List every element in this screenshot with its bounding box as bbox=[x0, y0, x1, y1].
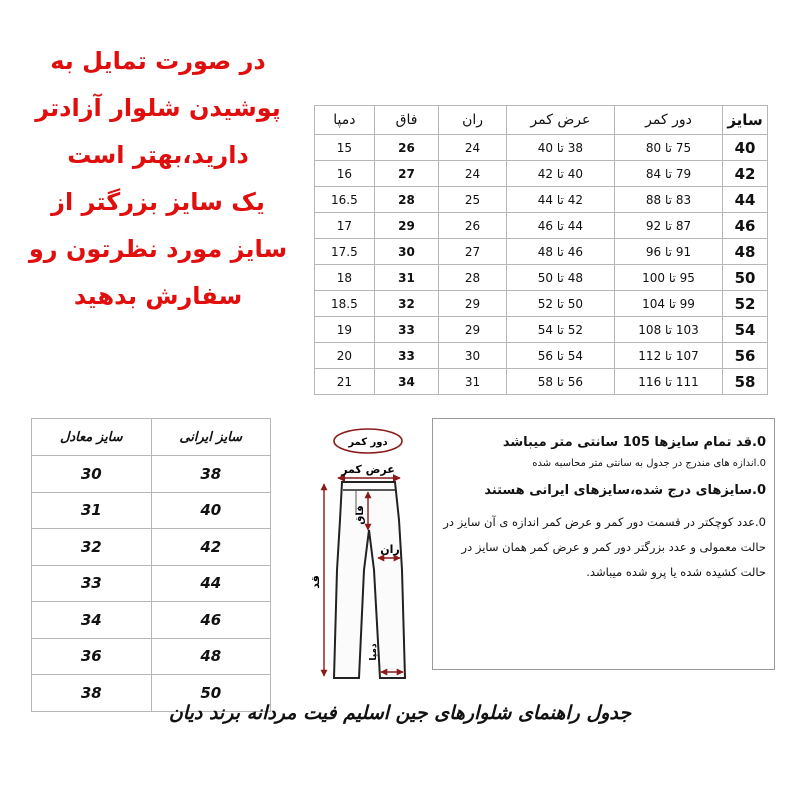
header-equivalent-size: سایز معادل bbox=[32, 419, 152, 456]
cell-iranian-size: 40 bbox=[151, 492, 271, 529]
cell-size: 48 bbox=[723, 239, 768, 265]
note-height: 0.قد تمام سایزها 105 سانتی متر میباشد bbox=[502, 435, 766, 450]
table-row bbox=[315, 239, 768, 265]
advice-line: یک سایز بزرگتر از bbox=[51, 188, 265, 216]
note-iranian-sizes: 0.سایزهای درج شده،سایزهای ایرانی هستند bbox=[484, 483, 766, 498]
table-row bbox=[32, 456, 271, 493]
cell-size: 54 bbox=[723, 317, 768, 343]
advice-line: در صورت تمایل به bbox=[50, 47, 266, 75]
cell-waist-width: 46 تا 48 bbox=[506, 239, 614, 265]
cell-rise: 27 bbox=[374, 161, 439, 187]
cell-size: 42 bbox=[723, 161, 768, 187]
cell-rise: 32 bbox=[374, 291, 439, 317]
cell-equivalent-size: 30 bbox=[32, 456, 152, 493]
table-row bbox=[315, 317, 768, 343]
cell-rise: 33 bbox=[374, 317, 439, 343]
cell-rise: 34 bbox=[374, 369, 439, 395]
cell-thigh: 31 bbox=[439, 369, 507, 395]
cell-waist-circumference: 95 تا 100 bbox=[614, 265, 722, 291]
table-row bbox=[315, 161, 768, 187]
cell-hem: 16.5 bbox=[315, 187, 375, 213]
cell-waist-circumference: 107 تا 112 bbox=[614, 343, 722, 369]
header-iranian-size: سایز ایرانی bbox=[151, 419, 271, 456]
cell-thigh: 24 bbox=[439, 161, 507, 187]
table-row bbox=[32, 602, 271, 639]
table-row bbox=[315, 213, 768, 239]
cell-waist-circumference: 99 تا 104 bbox=[614, 291, 722, 317]
table-row bbox=[32, 638, 271, 675]
cell-equivalent-size: 36 bbox=[32, 638, 152, 675]
table-row bbox=[315, 343, 768, 369]
table-row bbox=[32, 492, 271, 529]
cell-hem: 19 bbox=[315, 317, 375, 343]
cell-waist-circumference: 111 تا 116 bbox=[614, 369, 722, 395]
cell-waist-width: 38 تا 40 bbox=[506, 135, 614, 161]
cell-thigh: 27 bbox=[439, 239, 507, 265]
cell-rise: 26 bbox=[374, 135, 439, 161]
cell-thigh: 24 bbox=[439, 135, 507, 161]
cell-waist-width: 50 تا 52 bbox=[506, 291, 614, 317]
cell-iranian-size: 42 bbox=[151, 529, 271, 566]
cell-size: 46 bbox=[723, 213, 768, 239]
pants-measurement-diagram bbox=[298, 420, 436, 695]
advice-line: سفارش بدهید bbox=[73, 282, 243, 310]
cell-iranian-size: 48 bbox=[151, 638, 271, 675]
cell-thigh: 29 bbox=[439, 317, 507, 343]
cell-rise: 30 bbox=[374, 239, 439, 265]
table-row bbox=[315, 187, 768, 213]
table-row bbox=[32, 565, 271, 602]
cell-equivalent-size: 34 bbox=[32, 602, 152, 639]
cell-hem: 20 bbox=[315, 343, 375, 369]
cell-iranian-size: 46 bbox=[151, 602, 271, 639]
cell-waist-width: 54 تا 56 bbox=[506, 343, 614, 369]
table-row bbox=[315, 135, 768, 161]
cell-rise: 28 bbox=[374, 187, 439, 213]
rise-label: فاق bbox=[355, 505, 366, 525]
length-label: قد bbox=[309, 575, 322, 589]
cell-thigh: 25 bbox=[439, 187, 507, 213]
size-notes-box bbox=[432, 418, 775, 670]
equivalent-size-table bbox=[31, 418, 271, 712]
table-row bbox=[315, 369, 768, 395]
cell-waist-circumference: 83 تا 88 bbox=[614, 187, 722, 213]
header-waist-width: عرض کمر bbox=[506, 106, 614, 135]
cell-waist-width: 44 تا 46 bbox=[506, 213, 614, 239]
cell-equivalent-size: 31 bbox=[32, 492, 152, 529]
size-table-body bbox=[315, 135, 768, 395]
header-thigh: ران bbox=[439, 106, 507, 135]
header-hem: دمپا bbox=[315, 106, 375, 135]
cell-rise: 33 bbox=[374, 343, 439, 369]
cell-thigh: 26 bbox=[439, 213, 507, 239]
table-row bbox=[32, 529, 271, 566]
cell-waist-width: 40 تا 42 bbox=[506, 161, 614, 187]
cell-waist-circumference: 103 تا 108 bbox=[614, 317, 722, 343]
cell-thigh: 30 bbox=[439, 343, 507, 369]
table-row bbox=[315, 291, 768, 317]
cell-hem: 17 bbox=[315, 213, 375, 239]
size-chart-table bbox=[314, 105, 768, 395]
cell-hem: 21 bbox=[315, 369, 375, 395]
cell-waist-circumference: 79 تا 84 bbox=[614, 161, 722, 187]
table-header-row bbox=[315, 106, 768, 135]
cell-hem: 18.5 bbox=[315, 291, 375, 317]
hem-label: دمپا bbox=[369, 643, 379, 661]
cell-size: 58 bbox=[723, 369, 768, 395]
waist-circumference-label: دور کمر bbox=[348, 437, 388, 448]
cell-size: 56 bbox=[723, 343, 768, 369]
cell-size: 52 bbox=[723, 291, 768, 317]
equivalent-table-body bbox=[32, 456, 271, 712]
cell-waist-width: 42 تا 44 bbox=[506, 187, 614, 213]
advice-line: سایز مورد نظرتون رو bbox=[28, 235, 288, 263]
header-rise: فاق bbox=[374, 106, 439, 135]
waist-width-label: عرض کمر bbox=[341, 463, 395, 476]
cell-hem: 18 bbox=[315, 265, 375, 291]
cell-waist-width: 52 تا 54 bbox=[506, 317, 614, 343]
table-row bbox=[315, 265, 768, 291]
cell-waist-circumference: 87 تا 92 bbox=[614, 213, 722, 239]
size-advice-note bbox=[22, 38, 294, 320]
cell-rise: 29 bbox=[374, 213, 439, 239]
note-units: 0.اندازه های مندرج در جدول به سانتی متر محاسبه شده bbox=[532, 458, 766, 469]
header-waist-circumference: دور کمر bbox=[614, 106, 722, 135]
cell-iranian-size: 38 bbox=[151, 456, 271, 493]
cell-waist-width: 56 تا 58 bbox=[506, 369, 614, 395]
cell-rise: 31 bbox=[374, 265, 439, 291]
cell-hem: 17.5 bbox=[315, 239, 375, 265]
thigh-label: ران bbox=[380, 543, 400, 556]
cell-size: 44 bbox=[723, 187, 768, 213]
cell-size: 50 bbox=[723, 265, 768, 291]
cell-thigh: 29 bbox=[439, 291, 507, 317]
cell-hem: 15 bbox=[315, 135, 375, 161]
advice-line: پوشیدن شلوار آزادتر bbox=[35, 94, 281, 122]
cell-waist-circumference: 91 تا 96 bbox=[614, 239, 722, 265]
cell-equivalent-size: 38 bbox=[32, 675, 152, 712]
cell-hem: 16 bbox=[315, 161, 375, 187]
cell-size: 40 bbox=[723, 135, 768, 161]
header-size: سایز bbox=[723, 106, 768, 135]
advice-line: دارید،بهتر است bbox=[67, 141, 249, 169]
cell-waist-width: 48 تا 50 bbox=[506, 265, 614, 291]
cell-equivalent-size: 33 bbox=[32, 565, 152, 602]
cell-waist-circumference: 75 تا 80 bbox=[614, 135, 722, 161]
cell-equivalent-size: 32 bbox=[32, 529, 152, 566]
page-title: جدول راهنمای شلوارهای جین اسلیم فیت مردانه برند دیان bbox=[168, 702, 632, 724]
cell-iranian-size: 44 bbox=[151, 565, 271, 602]
cell-iranian-size: 50 bbox=[151, 675, 271, 712]
cell-thigh: 28 bbox=[439, 265, 507, 291]
table-header-row bbox=[32, 419, 271, 456]
note-stretch-explanation: 0.عدد کوچکتر در قسمت دور کمر و عرض کمر اندازه ی آن سایز در حالت معمولی و عدد بزرگتر دور کمر و عرض کمر همان سایز در حالت کشیده شده یا پرو شده میباشد. bbox=[443, 515, 766, 579]
